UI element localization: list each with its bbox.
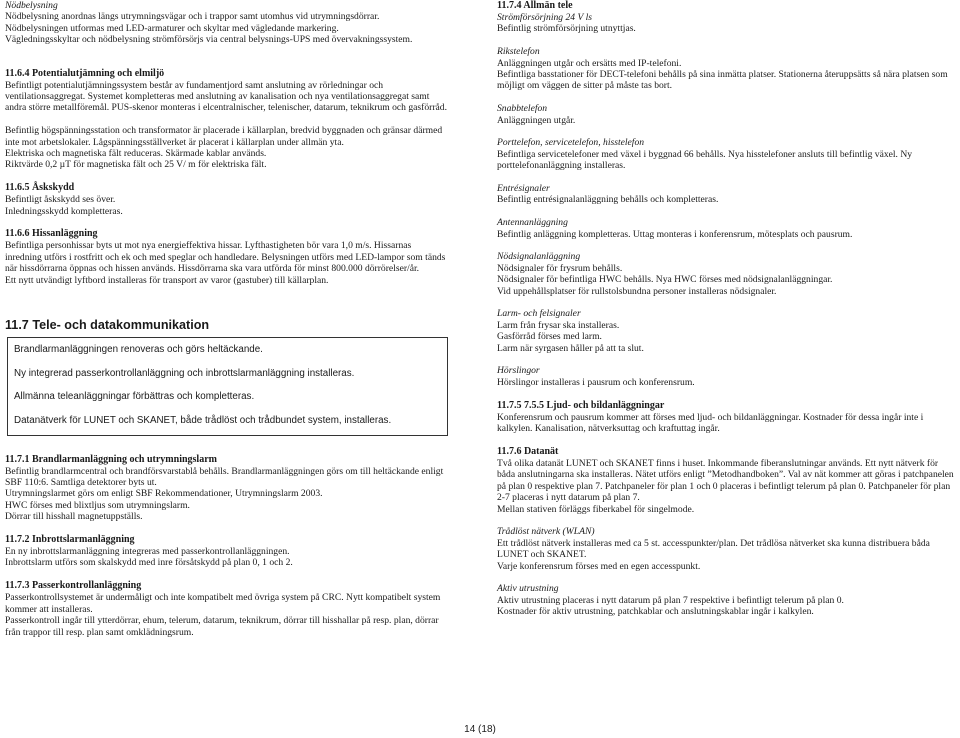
section-11-7-2-line: Inbrottslarm utförs som skalskydd med inre försåtskydd på plan 0, 1 och 2. [5, 557, 293, 569]
nodsignal-line: Nödsignaler för befintliga HWC behålls. Nya HWC förses med nödsignalanläggningar. [497, 274, 833, 286]
larm-line: Larm från frysar ska installeras. [497, 319, 620, 331]
section-11-7-4-heading: 11.7.4 Allmän tele [497, 0, 573, 11]
subheading-antennanlaggning: Antennanläggning [497, 217, 568, 229]
aktiv-utrustning-line: Kostnader för aktiv utrustning, patchkablar och anslutningskablar ingår i kalkylen. [497, 606, 814, 618]
snabbtelefon-text: Anläggningen utgår. [497, 114, 576, 126]
section-11-7-2-line: En ny inbrottslarmanläggning integreras med passerkontrollanläggningen. [5, 546, 290, 558]
nodbelysning-line: Vägledningsskyltar och nödbelysning strömförsörjs via central belysnings-UPS med övervakningssystem. [5, 34, 413, 46]
summary-box-item: Ny integrerad passerkontrollanläggning och inbrottslarmanläggning installeras. [14, 367, 355, 379]
section-11-6-5-line: Befintligt åskskydd ses över. [5, 194, 116, 206]
nodsignal-line: Vid uppehållsplatser för rullstolsbundna personer installeras nödsignaler. [497, 285, 777, 297]
subheading-horslingor: Hörslingor [497, 365, 540, 377]
right-column [497, 0, 955, 618]
section-11-6-5-line: Inledningsskydd kompletteras. [5, 205, 123, 217]
porttelefon-paragraph: Befintliga servicetelefoner med växel i byggnad 66 behålls. Nya hisstelefoner ansluts till befintlig växel. Ny porttelefonanläggning installeras. [497, 148, 913, 172]
entresignaler-text: Befintlig entrésignalanläggning behålls och kompletteras. [497, 194, 719, 206]
section-11-7-3-heading: 11.7.3 Passerkontrollanläggning [5, 580, 142, 592]
section-11-6-4-paragraph: Befintlig högspänningsstation och transformator är placerade i källarplan, bredvid byggnaden och gränsar därmed inte mot arbetslokaler. Lågspänningsställverket är placerat i källarplan under allmän yta. [5, 125, 443, 148]
section-11-7-5-heading: 11.7.5 7.5.5 Ljud- och bildanläggningar [497, 399, 665, 411]
subheading-entresignaler: Entrésignaler [497, 183, 550, 195]
horslingor-text: Hörslingor installeras i pausrum och konferensrum. [497, 376, 695, 388]
summary-box-item: Brandlarmanläggningen renoveras och görs heltäckande. [14, 344, 263, 356]
section-11-6-4-line: Riktvärde 0,2 µT för magnetiska fält och 25 V/ m för elektriska fält. [5, 159, 267, 171]
section-11-6-5-heading: 11.6.5 Åskskydd [5, 182, 75, 194]
section-11-6-6-heading: 11.6.6 Hissanläggning [5, 228, 98, 240]
section-11-7-1-line: Utrymningslarmet görs om enligt SBF Rekommendationer, Utrymningslarm 2003. [5, 488, 323, 500]
section-11-7-1-line: Dörrar till hisshall magnetuppställs. [5, 511, 143, 523]
wlan-line: Varje konferensrum förses med en egen accesspunkt. [497, 560, 701, 572]
subheading-snabbtelefon: Snabbtelefon [497, 103, 548, 115]
section-11-7-3-paragraph: Passerkontrollsystemet är undermåligt och inte kompatibelt med övriga system på CRC. Nytt kompatibelt system kommer att installeras. [5, 592, 441, 615]
nodbelysning-line: Nödbelysningen utformas med LED-armaturer och skyltar med vägledande markering. [5, 22, 339, 34]
section-11-7-3-paragraph: Passerkontroll ingår till ytterdörrar, ehum, telerum, datarum, teknikrum, dörrar till hisshallar på resp. plan, dörrar från trappor till resp. plan samt omklädningsrum. [5, 615, 439, 638]
subheading-aktiv-utrustning: Aktiv utrustning [497, 583, 559, 595]
section-11-6-6-paragraph: Befintliga personhissar byts ut mot nya energieffektiva hissar. Lyfthastigheten bör vara 1,0 m/s. Hissarnas inredning utförs i rostfritt och ek och med speglar och handledare. Belysningen utförs med LED-lampor som tänds när hissdörrarna öppnas och hissen används. Hissdörrarna ska vara utförda för minst 800.000 dörrörelser/år. [5, 240, 446, 275]
stromforsorjning-text: Befintlig strömförsörjning utnyttjas. [497, 23, 636, 35]
section-11-7-6-line: Mellan stativen förläggs fiberkabel för singelmode. [497, 503, 695, 515]
section-11-6-4-heading: 11.6.4 Potentialutjämning och elmiljö [5, 67, 165, 79]
subheading-stromforsorjning: Strömförsörjning 24 V ls [497, 12, 592, 23]
nodbelysning-line: Nödbelysning anordnas längs utrymningsvägar och i trappor samt utomhus vid utrymningsdörrar. [5, 11, 380, 23]
section-11-7-1-line: HWC förses med blixtljus som utrymningslarm. [5, 499, 190, 511]
summary-box-item: Allmänna teleanläggningar förbättras och kompletteras. [14, 391, 255, 403]
subheading-wlan: Trådlöst nätverk (WLAN) [497, 526, 595, 538]
section-11-6-4-line: Elektriska och magnetiska fält reduceras. Skärmade kablar används. [5, 148, 267, 160]
section-11-6-4-paragraph: Befintligt potentialutjämningssystem består av fundamentjord samt anslutning av rörledningar och ventilationsaggregat. Systemet kompletteras med anslutning av kanalisation och nya ventilationsaggregat samt andra större metallföremål. PUS-skenor monteras i elcentralnischer, telenischer, datarum, teknikrum och gasförråd. [5, 79, 447, 114]
summary-box-item: Datanätverk för LUNET och SKANET, både trådlöst och trådbundet system, installeras. [14, 414, 392, 426]
left-column [5, 0, 450, 638]
subheading-porttelefon: Porttelefon, servicetelefon, hisstelefon [497, 137, 645, 149]
section-11-7-2-heading: 11.7.2 Inbrottslarmanläggning [5, 534, 135, 546]
section-11-7-1-paragraph: Befintlig brandlarmcentral och brandförsvarstablå behålls. Brandlarmanläggningen görs om till heltäckande enligt SBF 110:6. Samtliga detektorer byts ut. [5, 465, 444, 489]
summary-box [7, 337, 448, 436]
section-11-6-6-paragraph: Ett nytt utvändigt lyftbord installeras för transport av varor (gastuber) till källarplan. [5, 274, 329, 286]
subheading-larm-felsignaler: Larm- och felsignaler [497, 308, 581, 320]
section-11-7-heading: 11.7 Tele- och datakommunikation [5, 318, 210, 333]
section-11-7-5-paragraph: Konferensrum och pausrum kommer att förses med ljud- och bildanläggningar. Kostnader för dessa ingår inte i kalkylen. Kanalisation, nätverksuttag och kraftuttag ingår. [497, 411, 924, 435]
nodbelysning-title: Nödbelysning [5, 0, 58, 11]
larm-line: Larm när syrgasen håller på att ta slut. [497, 342, 644, 354]
subheading-nodsignalanlaggning: Nödsignalanläggning [497, 251, 581, 263]
page-number: 14 (18) [464, 724, 496, 735]
antennanlaggning-text: Befintlig anläggning kompletteras. Uttag monteras i konferensrum, mötesplats och pausrum. [497, 228, 853, 240]
aktiv-utrustning-line: Aktiv utrustning placeras i nytt datarum på plan 7 respektive i befintligt telerum på plan 0. [497, 594, 844, 606]
wlan-paragraph: Ett trådlöst nätverk installeras med ca 5 st. accesspunkter/plan. Det trådlösa nätverket ska kunna distribuera båda LUNET och SKANET. [497, 537, 930, 561]
subheading-rikstelefon: Rikstelefon [497, 46, 540, 58]
nodsignal-line: Nödsignaler för frysrum behålls. [497, 262, 623, 274]
section-11-7-1-heading: 11.7.1 Brandlarmanläggning och utrymningslarm [5, 453, 217, 465]
section-11-7-6-heading: 11.7.6 Datanät [497, 445, 559, 457]
rikstelefon-line: Anläggningen utgår och ersätts med IP-telefoni. [497, 57, 682, 69]
rikstelefon-paragraph: Befintliga basstationer för DECT-telefoni behålls på sina inmätta platser. Stationerna återuppsätts så nära platsen som möjligt om väggen de sitter på måste tas bort. [497, 69, 948, 92]
larm-line: Gasförråd förses med larm. [497, 331, 602, 343]
section-11-7-6-paragraph: Två olika datanät LUNET och SKANET finns i huset. Inkommande fiberanslutningar används. Ett nytt nätverk för båda anslutningarna ska installeras. Nätet utförs enligt ”Metodhandboken”. Val av nät kommer att göras i patchpanelen på plan 0 respektive plan 7. Patchpaneler för plan 1 och 0 placeras i befintligt telerum på plan 0. Patchpaneler för plan 2-7 placeras i nytt datarum på plan 7. [497, 457, 954, 504]
